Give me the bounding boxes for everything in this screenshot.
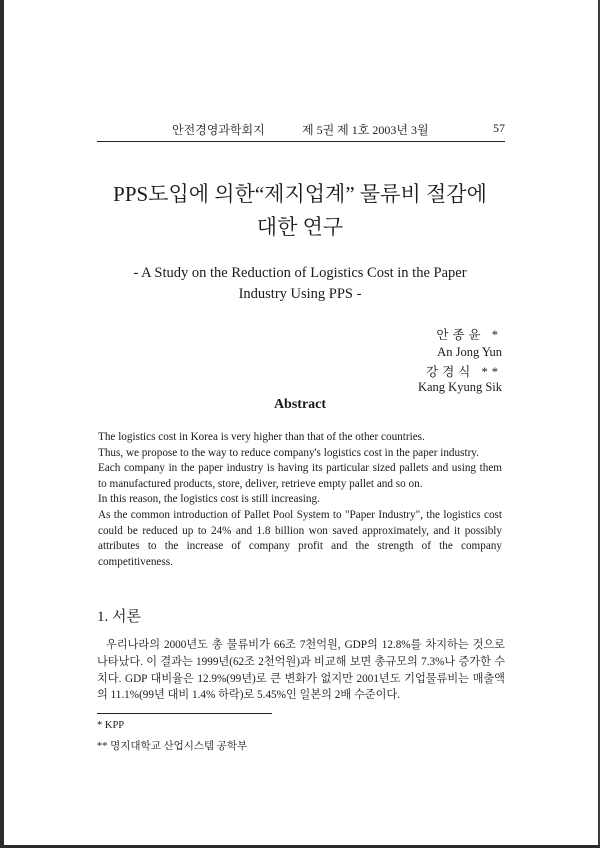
section-heading: 1. 서론: [97, 609, 141, 625]
author2-korean: 강경식 **: [426, 365, 502, 379]
abstract-paragraph: As the common introduction of Pallet Pool System to "Paper Industry", the logistics cost could be reduced up to 24% and 1.8 billion won saved approximately, and it possibly attributes to the increase of company profit and the strength of the company competitiveness.: [98, 508, 502, 568]
english-title-line2: Industry Using PPS -: [238, 286, 362, 302]
footnote-1: * KPP: [97, 720, 125, 731]
section-body-paragraph: 우리나라의 2000년도 총 물류비가 66조 7천억원, GDP의 12.8%를 차지하는 것으로 나타났다. 이 결과는 1999년(62조 2천억원)과 비교해 보면 총규모의 7.3%나 증가한 수치다. GDP 대비율은 12.9%(99년)로 큰 변화가 없지만 2001년도 기업물류비는 매출액의 11.1%(99년 대비 1.4% 하락)로 5.45%인 일본의 2배 수준이다.: [97, 639, 505, 702]
korean-title: [60, 178, 540, 244]
footnote-rule: [97, 713, 272, 714]
english-title-line1: - A Study on the Reduction of Logistics Cost in the Paper: [133, 265, 467, 281]
korean-title-line2: 대한 연구: [256, 215, 344, 239]
korean-title-line1: PPS도입에 의한“제지업계” 물류비 절감에: [113, 182, 487, 206]
journal-name: 안전경영과학회지: [172, 123, 265, 137]
author1-english: An Jong Yun: [437, 345, 502, 359]
abstract-heading: Abstract: [273, 397, 327, 412]
english-title: [90, 263, 510, 305]
author1-korean: 안종윤 *: [436, 328, 502, 342]
running-header: [97, 121, 505, 143]
abstract-paragraph: In this reason, the logistics cost is still increasing.: [98, 493, 320, 506]
abstract-paragraph: Thus, we propose to the way to reduce company's logistics cost in the paper industry.: [98, 446, 479, 459]
author2-english: Kang Kyung Sik: [417, 380, 502, 394]
abstract-paragraph: Each company in the paper industry is having its particular sized pallets and using them to manufactured products, store, deliver, retrieve empty pallet and so on.: [98, 462, 502, 490]
page-number: 57: [493, 121, 505, 135]
abstract-paragraph: The logistics cost in Korea is very higher than that of the other countries.: [98, 431, 425, 443]
abstract-body: [98, 430, 502, 570]
footnote-2: ** 명지대학교 산업시스템 공학부: [97, 741, 248, 752]
scan-border-left: [0, 0, 4, 848]
issue-info: 제 5권 제 1호 2003년 3월: [302, 123, 429, 137]
header-rule: [97, 141, 505, 142]
